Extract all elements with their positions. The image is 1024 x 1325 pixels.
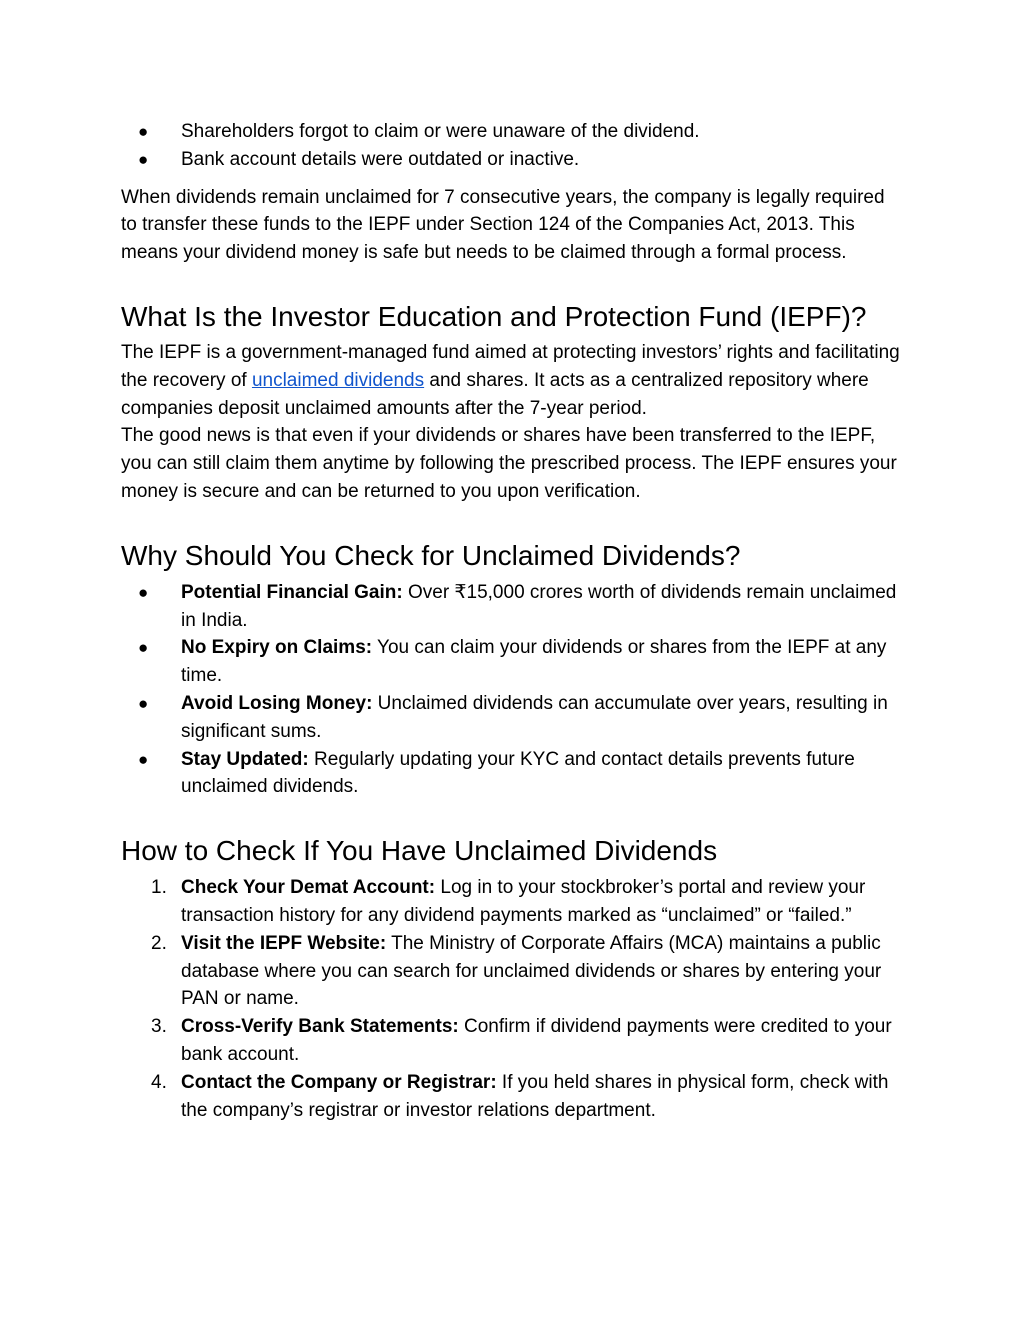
list-item: [121, 146, 901, 174]
list-item: 2. Visit the IEPF Website: The Ministry of Corporate Affairs (MCA) maintains a public database where you can search for unclaimed dividends or shares by entering your PAN or name.: [151, 932, 882, 1010]
list-item: 4. Contact the Company or Registrar: If you held shares in physical form, check with the company’s registrar or investor relations department.: [151, 1071, 889, 1121]
why-check-list: [121, 579, 901, 801]
list-item: 1. Check Your Demat Account: Log in to your stockbroker’s portal and review your transaction history for any dividend payments marked as “unclaimed” or “failed.”: [151, 877, 866, 926]
unclaimed-dividends-link[interactable]: unclaimed dividends: [251, 369, 425, 391]
document-page: [121, 118, 901, 1124]
bullet-icon: ●: [138, 693, 149, 713]
bullet-text: Shareholders forgot to claim or were unaware of the dividend.: [181, 121, 700, 142]
bullet-icon: ●: [138, 122, 149, 141]
list-item: ● Avoid Losing Money: Unclaimed dividends can accumulate over years, resulting in significant sums.: [121, 690, 901, 746]
heading-iepf: What Is the Investor Education and Protection Fund (IEPF)?: [121, 300, 867, 332]
intro-paragraph: When dividends remain unclaimed for 7 consecutive years, the company is legally required to transfer these funds to the IEPF under Section 124 of the Companies Act, 2013. This means your dividend money is safe but needs to be claimed through a formal process.: [121, 186, 885, 264]
iepf-paragraph-2: The good news is that even if your dividends or shares have been transferred to the IEPF, you can still claim them anytime by following the prescribed process. The IEPF ensures your money is secure and can be returned to you upon verification.: [121, 425, 897, 502]
heading-why-check: Why Should You Check for Unclaimed Dividends?: [121, 539, 741, 571]
list-item: 3. Cross-Verify Bank Statements: Confirm if dividend payments were credited to your bank account.: [151, 1016, 892, 1065]
bullet-icon: ●: [138, 582, 149, 602]
bullet-icon: ●: [138, 749, 149, 769]
how-to-check-list: [121, 874, 901, 1124]
heading-how-to-check: How to Check If You Have Unclaimed Dividends: [121, 835, 718, 867]
bullet-text: Bank account details were outdated or inactive.: [181, 148, 580, 170]
bullet-icon: ●: [138, 149, 149, 169]
intro-bullet-list: [121, 118, 901, 174]
list-item: ● Potential Financial Gain: Over ₹15,000 crores worth of dividends remain unclaimed in India.: [121, 579, 901, 635]
list-item: ● No Expiry on Claims: You can claim your dividends or shares from the IEPF at any time.: [121, 634, 901, 690]
iepf-paragraph-1: The IEPF is a government-managed fund aimed at protecting investors’ rights and facilitating the recovery of unclaimed dividends and shares. It acts as a centralized repository where companies deposit unclaimed amounts after the 7-year period.: [121, 341, 900, 419]
list-item: ● Stay Updated: Regularly updating your KYC and contact details prevents future unclaimed dividends.: [121, 746, 901, 802]
list-item: [121, 118, 901, 146]
bullet-icon: ●: [138, 638, 149, 658]
